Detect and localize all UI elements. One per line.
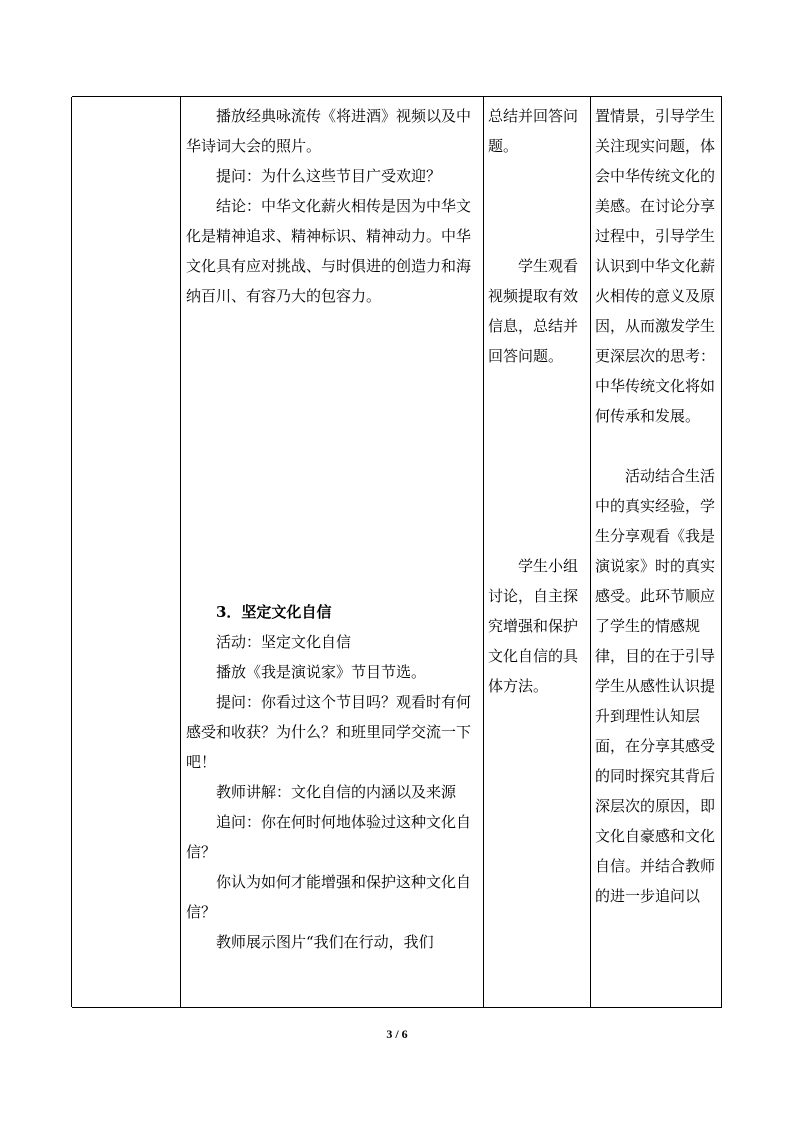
table-border-right [721, 97, 722, 1007]
teacher-paragraph: 追问：你在何时何地体验过这种文化自信？ [186, 813, 472, 861]
teacher-paragraph: 结论：中华文化薪火相传是因为中华文化是精神追求、精神标识、精神动力。中华文化具有应对挑战、与时俱进的创造力和海纳百川、有容乃大的包容力。 [186, 197, 472, 305]
teacher-paragraph: 播放《我是演说家》节目节选。 [216, 663, 427, 681]
table-border-left [71, 97, 72, 1007]
teacher-paragraph: 教师讲解：文化自信的内涵以及来源 [216, 783, 457, 801]
section-heading: 3．坚定文化自信 [216, 603, 332, 621]
student-paragraph: 学生观看视频提取有效信息，总结并回答问题。 [488, 257, 579, 365]
teacher-paragraph: 提问：为什么这些节目广受欢迎？ [216, 167, 442, 185]
column-divider-2 [483, 97, 484, 1007]
teacher-paragraph: 你认为如何才能增强和保护这种文化自信？ [186, 873, 472, 921]
teacher-paragraph: 提问：你看过这个节目吗？观看时有何感受和收获？为什么？和班里同学交流一下吧！ [186, 693, 472, 771]
teacher-paragraph: 教师展示图片“我们在行动，我们 [216, 933, 434, 951]
teacher-paragraph: 播放经典咏流传《将进酒》视频以及中华诗词大会的照片。 [186, 107, 472, 155]
student-activity-cell [488, 101, 578, 701]
page-number: 3 / 6 [386, 1027, 408, 1041]
design-paragraph: 置情景，引导学生关注现实问题，体会中华传统文化的美感。在讨论分享过程中，引导学生认识到中华文化薪火相传的意义及原因，从而激发学生更深层次的思考：中华传统文化将如何传承和发展。 [595, 107, 716, 425]
student-paragraph: 总结并回答问题。 [488, 107, 579, 155]
column-divider-1 [180, 97, 181, 1007]
lesson-plan-table [72, 96, 722, 1008]
column-divider-3 [590, 97, 591, 1007]
teacher-paragraph: 活动：坚定文化自信 [216, 633, 352, 651]
student-paragraph: 学生小组讨论，自主探究增强和保护文化自信的具体方法。 [488, 557, 579, 695]
teacher-activity-cell [186, 101, 478, 957]
design-intent-cell [595, 101, 717, 911]
design-paragraph: 活动结合生活中的真实经验，学生分享观看《我是演说家》时的真实感受。此环节顺应了学生的情感规律，目的在于引导学生从感性认识提升到理性认知层面，在分享其感受的同时探究其背后深层次的原因，即文化自豪感和文化自信。并结合教师的进一步追问以 [595, 467, 716, 905]
